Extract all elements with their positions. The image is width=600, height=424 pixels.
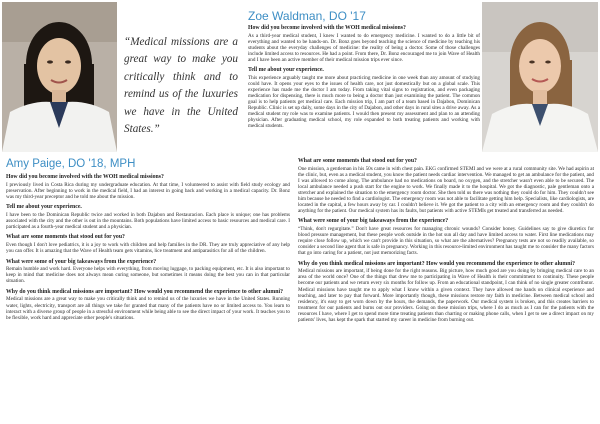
question-heading: What were some of your big takeaways from the experience? (298, 218, 449, 225)
zoe-top-column (248, 25, 480, 134)
amy-name-heading: Amy Paige, DO '18, MPH (6, 158, 136, 170)
zoe-portrait-photo (482, 2, 598, 152)
question-heading: How did you become involved with the WOH medical missions? (6, 174, 164, 180)
question-heading: Tell me about your experience. (248, 67, 324, 74)
answer-paragraph: This experience arguably taught me more about practicing medicine in one week than any amount of studying could have. It opens your eyes to the issues of health care, not just domestically but on a global scale. This experience has made me the doctor I am today. From taking vital signs to registration, and even packaging medication for dispensing, there is much more to being a doctor than just examining the patient. The common goal is to help patients get medical care. Each mission trip, I am part of a team based in Dajabon, Dominican Republic. Clinic is set up daily, some days in the city of Dajabon, and other days in rural sites a drive away. As a medical student my role was to examine patients. I would then present my assessment and plan to an attending physician. After graduating medical school, my role expanded to both treating patients and working with medical students. (248, 74, 480, 130)
answer-paragraph: Medical missions are a great way to make you critically think and to remind us of the luxuries we have in the United States. Running water, lights, electricity, transport are all things we take for granted that many of the patients have no or limited access to. You learn to interact with a diverse group of people in a stressful environment while being able to see the direct impact of your work. It teaches you to be flexible, work hard and appreciate other people's situations. (6, 296, 290, 321)
answer-paragraph: Remain humble and work hard. Everyone helps with everything, from moving luggage, to packing equipment, etc. It is also important to keep in mind that medicine does not always mean curing someone, but sometimes it means doing the best you can in that particular situation. (6, 266, 290, 285)
amy-portrait-photo (2, 2, 117, 152)
answer-paragraph: “Think, don't regurgitate.” Don't have great resources for managing chronic wounds? Consider honey. Guidelines say to give diuretics for blood pressure management, but these people work outside in the hot sun all day and have limited access to water. First line medications may require close follow up, which we can't provide in this situation, so what are the alternatives? Pregnancy tests are not so readily available, so consider a second line agent that is safe in pregnancy. Working in this resource-limited environment has taught me to consider the many factors that go into caring for a patient, not just memorizing facts. (298, 226, 594, 257)
question-heading: Why do you think medical missions are important? How would you recommend the experience to other alumni? (6, 288, 283, 295)
question-heading: Why do you think medical missions are important? How would you recommend the experience to other alumni? (298, 260, 575, 267)
answer-paragraph: Even though I don't love pediatrics, it is a joy to work with children and help families in the DR. They are truly appreciative of any help you can offer. It is amazing that the Wave of Health team gets vitamins, lice treatment and antiparasitics for all of the children. (6, 242, 290, 255)
question-heading: Tell me about your experience. (6, 204, 82, 211)
answer-paragraph: One mission, a gentleman in his 50s came in with chest pain. EKG confirmed STEMI and we were at a rural community site. We had aspirin at the clinic, but, even as a medical student, you know the patient needs cardiac intervention. We managed to get an ambulance for the patient, and I was allowed to come along. The ambulance had no medications on board, no oxygen, and the stretcher wasn't even able to be secured. The local ambulance needed a push start for the engine to work. We finally made it to the hospital. We got the diagnostic, pale gentleman onto a stretcher and explained the situation to the emergency room doctor. She then told us there was nothing they could do for him. They couldn't see him because he needed to find a cardiologist. The emergency room was not able to facilitate getting him help. Specialists, like cardiologists, are located in the capital, a few hours away by car. I couldn't believe it. We got the patient to a city with an emergency room and they couldn't do anything for the patient. Our medical system has its faults, but patients with active STEMIs get treated and transferred as needed. (298, 165, 594, 214)
zoe-right-column (298, 158, 594, 327)
amy-column (6, 174, 290, 325)
pull-quote: “Medical missions are a great way to make you critically think and to remind us of the luxuries we have in the United States.” (124, 36, 238, 136)
question-heading: What are some moments that stood out for you? (6, 234, 125, 241)
answer-paragraph: I previously lived in Costa Rica during my undergraduate education. At that time, I volunteered to assist with field study ecology and preservation. After beginning to work in the medical field, I had an interest in going back and working in a medical capacity. Dr. Bonz was my third-year preceptor and he told me about the mission. (6, 181, 290, 200)
answer-paragraph: Medical missions are important, if being done for the right reasons. Big picture, how much good are you doing by bringing medical care to an area of the world once? One of the things that drew me to participating in Wave of Health is their commitment to continuity. These people become our patients and we return every six months for follow up. From an educational standpoint, I can think of no single greater contributor. Medical missions have taught me to apply what I know within a given context. They have allowed me hands on clinical experience and teaching, and later to pay that forward. More importantly though, these missions restore my faith in medicine. Between medical school and residency, it's easy to get worn down by the hours, the demands, the paperwork. Our medical system is broken, and this creates barriers to treatment for our patients and burns out our providers. Going on these mission trips, where I do as much as I can for the patients with the resources I have, where I get to spend more time treating patients than charting or making phone calls, when I get to see a direct impact on my patients' lives, has kept the spark that started my career in medicine from burning out. (298, 268, 594, 323)
zoe-name-heading: Zoe Waldman, DO '17 (248, 9, 366, 23)
answer-paragraph: As a third-year medical student, I knew I wanted to do emergency medicine. I wanted to do a little bit of everything and wanted to be hands-on. Dr. Bonz goes beyond teaching the science of medicine by teaching his students about the everyday challenges of medicine: the reality of being a doctor. Some of those challenges include limited access to resources. He had a point. From there, Dr. Bonz encouraged me to join Wave of Health and I have been an active member of their medical mission trips ever since. (248, 32, 480, 63)
answer-paragraph: I have been to the Dominican Republic twice and worked in both Dajabon and Restauracion. Each place is unique; one has problems associated with the city and the other is out in the mountains. Both populations have limited access to basic resources and medical care. I participated as a fourth-year medical student and a physician. (6, 211, 290, 230)
question-heading: What were some of your big takeaways from the experience? (6, 258, 157, 265)
question-heading: What are some moments that stood out for you? (298, 158, 417, 164)
question-heading: How did you become involved with the WOH medical missions? (248, 25, 406, 31)
